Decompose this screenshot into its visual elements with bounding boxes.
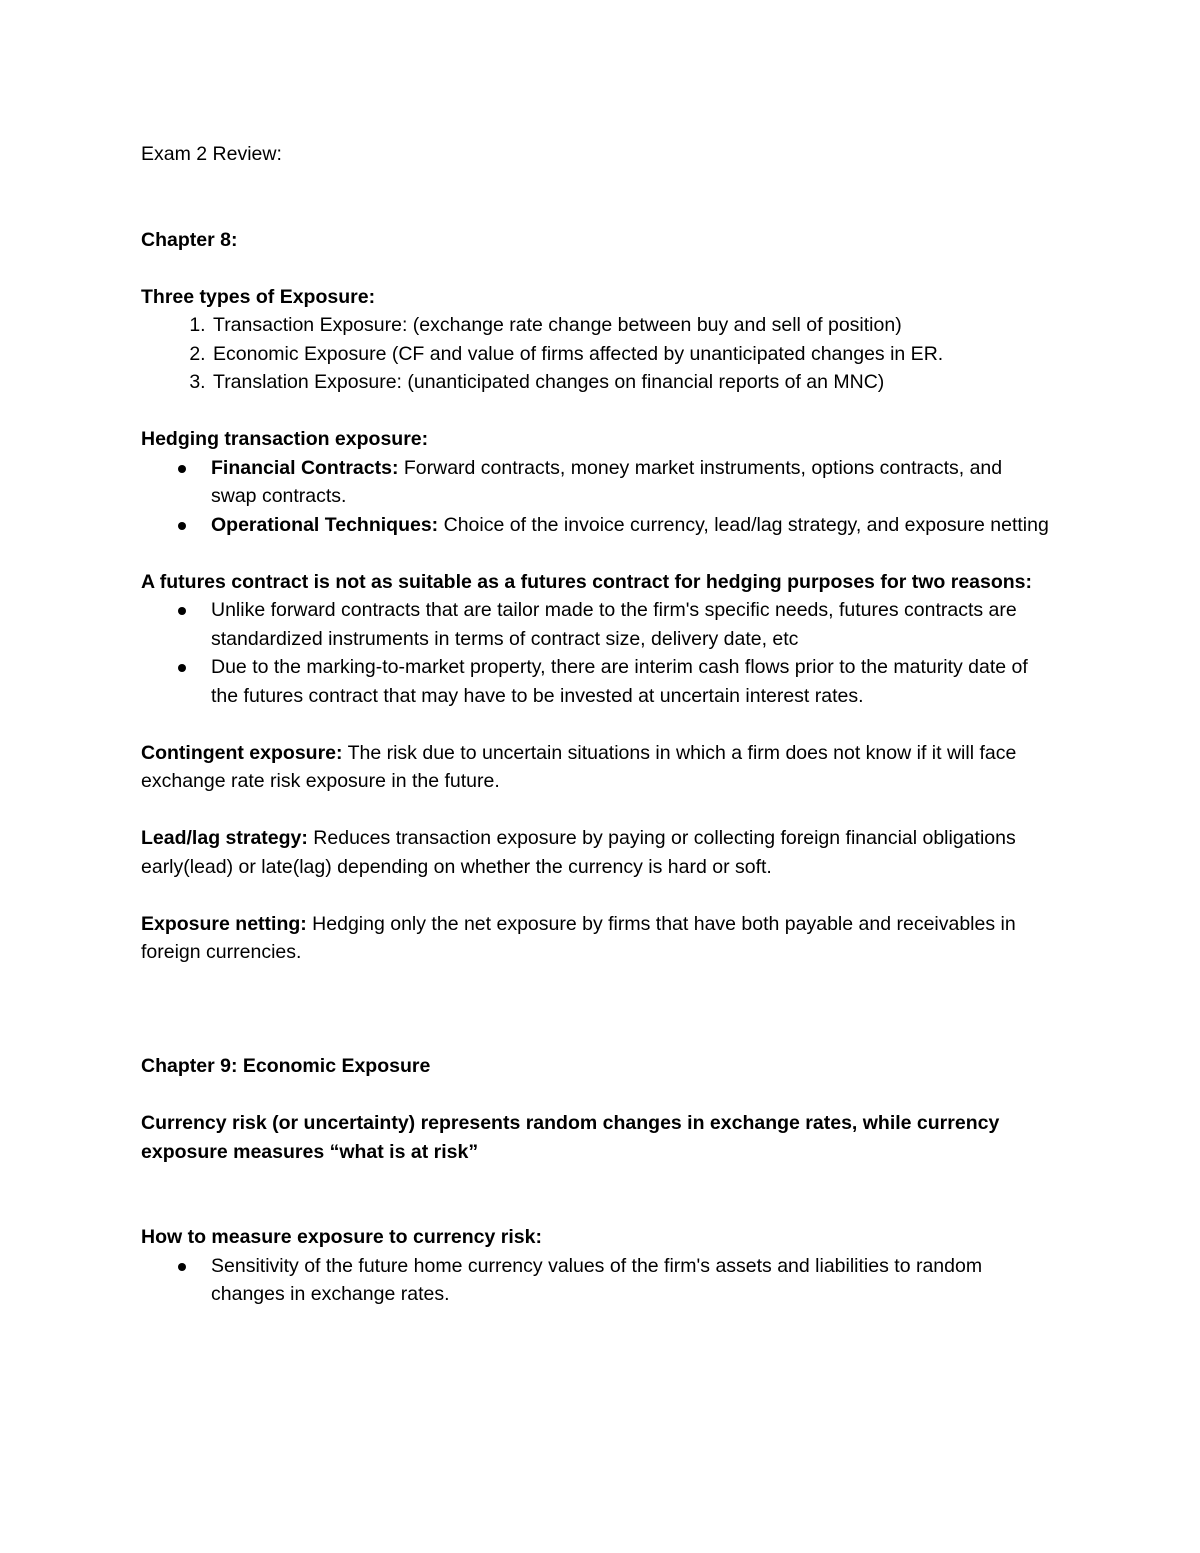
list-item: Due to the marking-to-market property, there are interim cash flows prior to the maturity date of the futures contract that may have to be invested at uncertain interest rates. <box>211 653 1051 710</box>
hedging-section <box>141 425 1051 539</box>
list-item: 3. Translation Exposure: (unanticipated changes on financial reports of an MNC) <box>211 368 1051 397</box>
term-label: Operational Techniques: <box>211 513 439 536</box>
measure-heading: How to measure exposure to currency risk: <box>141 1226 542 1248</box>
currency-risk-statement: Currency risk (or uncertainty) represents random changes in exchange rates, while currency exposure measures “what is at risk” <box>141 1112 1000 1163</box>
term-label: Exposure netting: <box>141 912 307 935</box>
term-definition: Forward contracts, money market instruments, options contracts, and swap contracts. <box>211 456 1003 507</box>
term-definition: Hedging only the net exposure by firms that have both payable and receivables in foreign currencies. <box>141 912 1016 963</box>
exposure-types-section <box>141 283 1051 397</box>
list-item: 2. Economic Exposure (CF and value of firms affected by unanticipated changes in ER. <box>211 340 1051 369</box>
exposure-types-list <box>141 311 1051 397</box>
contingent-exposure-paragraph <box>141 739 1051 796</box>
lead-lag-paragraph <box>141 824 1051 881</box>
list-item: 1. Transaction Exposure: (exchange rate change between buy and sell of position) <box>211 311 1051 340</box>
term-definition: Choice of the invoice currency, lead/lag strategy, and exposure netting <box>438 513 1049 536</box>
hedging-heading: Hedging transaction exposure: <box>141 428 429 450</box>
document-title: Exam 2 Review: <box>141 143 282 165</box>
futures-heading: A futures contract is not as suitable as a futures contract for hedging purposes for two reasons: <box>141 570 1033 593</box>
chapter-8-heading: Chapter 8: <box>141 228 238 251</box>
document-page <box>141 140 1051 1309</box>
term-label: Financial Contracts: <box>211 456 399 479</box>
term-definition: The risk due to uncertain situations in which a firm does not know if it will face exchange rate risk exposure in the future. <box>141 741 1017 792</box>
hedging-list <box>141 454 1051 540</box>
list-item: Sensitivity of the future home currency values of the firm's assets and liabilities to random changes in exchange rates. <box>211 1252 1051 1309</box>
futures-list <box>141 596 1051 710</box>
list-item: Unlike forward contracts that are tailor made to the firm's specific needs, futures contracts are standardized instruments in terms of contract size, delivery date, etc <box>211 596 1051 653</box>
list-item <box>211 511 1051 540</box>
term-label: Contingent exposure: <box>141 741 343 764</box>
exposure-types-heading: Three types of Exposure: <box>141 285 376 308</box>
list-item <box>211 454 1051 511</box>
exposure-netting-paragraph <box>141 910 1051 967</box>
measure-section <box>141 1223 1051 1309</box>
term-definition: Reduces transaction exposure by paying or collecting foreign financial obligations early(lead) or late(lag) depending on whether the currency is hard or soft. <box>141 827 1016 878</box>
measure-list <box>141 1252 1051 1309</box>
chapter-9-heading: Chapter 9: Economic Exposure <box>141 1055 431 1077</box>
term-label: Lead/lag strategy: <box>141 827 308 849</box>
futures-section <box>141 568 1051 711</box>
